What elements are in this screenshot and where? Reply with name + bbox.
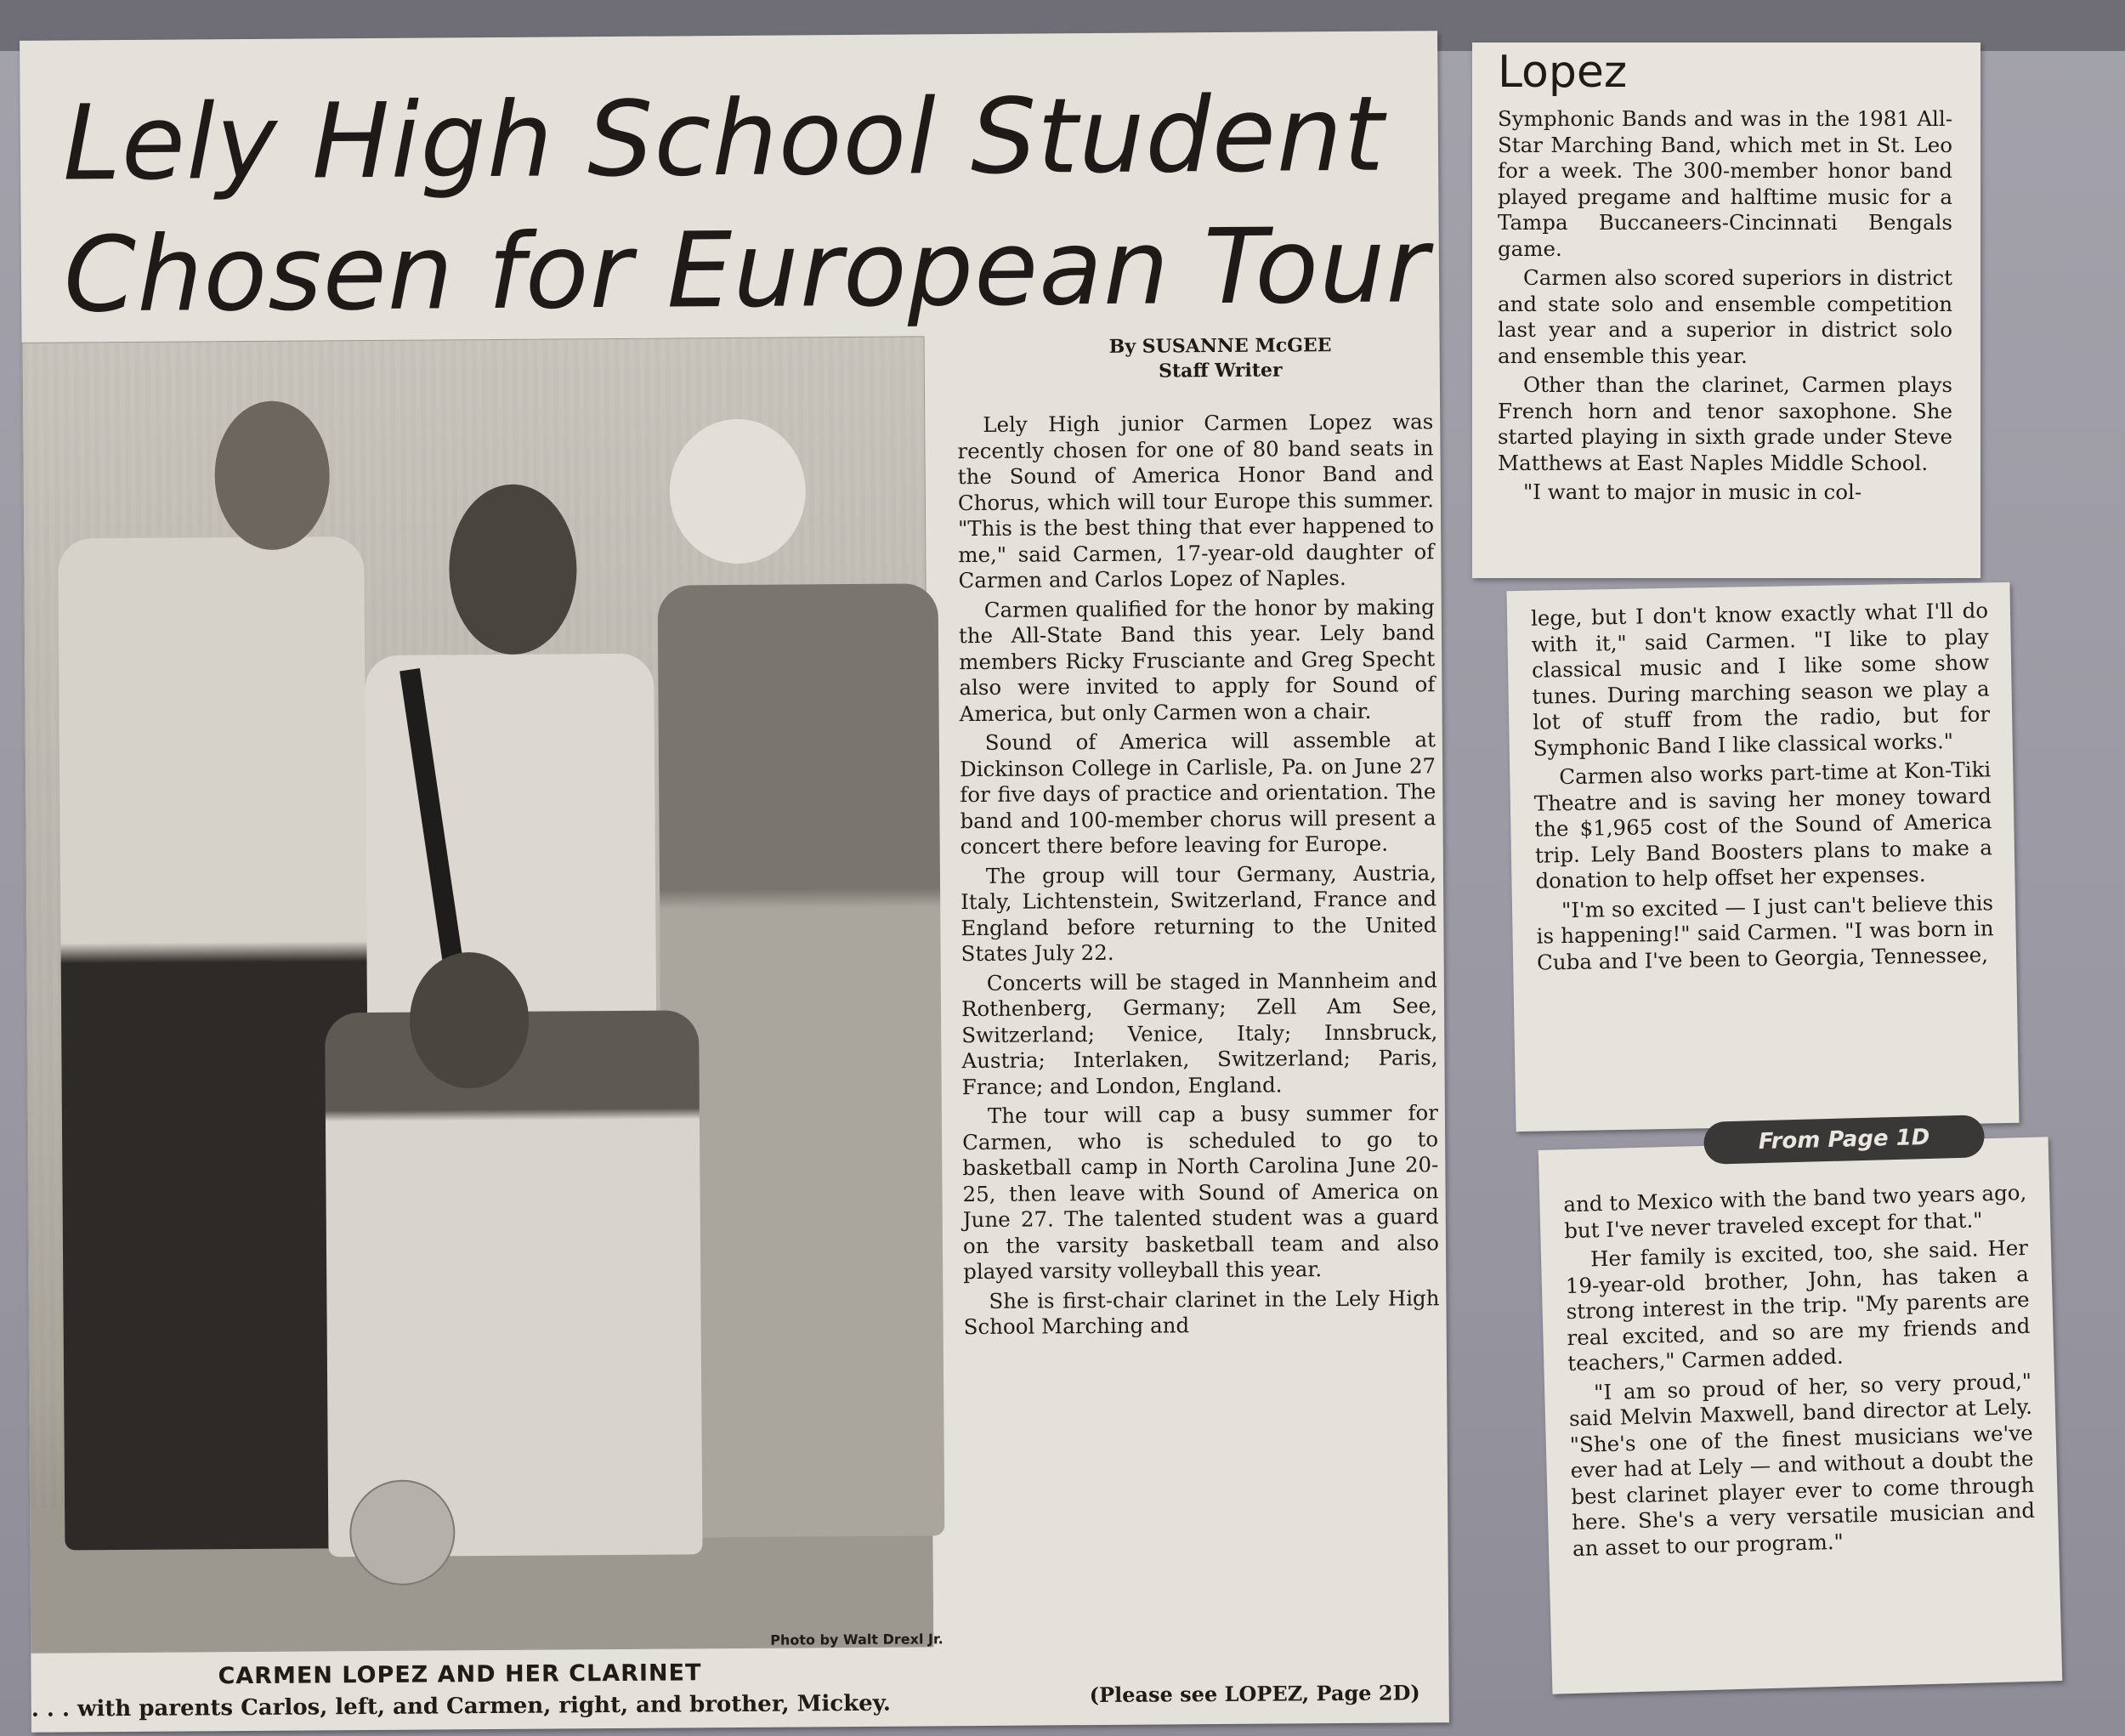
photo-brother — [325, 1010, 702, 1557]
continuation-paragraph: Carmen also scored superiors in district and state solo and ensemble competition last year and a superior in district solo and ensemble this year. — [1498, 265, 1952, 368]
byline — [1000, 332, 1442, 384]
from-page-tab: From Page 1D — [1703, 1115, 1985, 1165]
article-paragraph: Concerts will be staged in Mannheim and Rothenberg, Germany; Zell Am See, Switzerland; Venice, Italy; Innsbruck, Austria; Interlaken, Switzerland; Paris, France; and London, England. — [960, 967, 1438, 1099]
photo-caption-text: . . . with parents Carlos, left, and Carmen, right, and brother, Mickey. — [31, 1690, 892, 1722]
continuation-paragraph: "I'm so excited — I just can't believe this is happening!" said Carmen. "I was born in Cuba and I've been to Georgia, Tennessee, — [1536, 889, 1994, 975]
article-paragraph: Lely High junior Carmen Lopez was recently chosen for one of 80 band seats in the Sound of America Honor Band and Chorus, which will tour Europe this summer. "This is the best thing that ever happened to me," said Carmen, 17-year-old daughter of Carmen and Carlos Lopez of Naples. — [957, 409, 1435, 593]
photo-credit: Photo by Walt Drexl Jr. — [770, 1631, 944, 1648]
byline-role: Staff Writer — [1158, 359, 1283, 383]
photo-brother-head — [410, 952, 530, 1089]
photo-father-head — [214, 400, 330, 550]
continuation-column-1 — [1498, 106, 1952, 506]
photo-carmen-head — [449, 484, 577, 655]
continuation-paragraph: "I am so proud of her, so very proud," said Melvin Maxwell, band director at Lely. "She's one of the finest musicians we've ever had at Lely — and without a doubt the best clarinet player ever to come through here. She's a very versatile musician and an asset to our program." — [1568, 1368, 2036, 1561]
article-paragraph: The group will tour Germany, Austria, Italy, Lichtenstein, Switzerland, France and England before returning to the United States July 22. — [960, 859, 1437, 967]
see-more-note: (Please see LOPEZ, Page 2D) — [1089, 1680, 1420, 1708]
continuation-clipping-3 — [1538, 1124, 2063, 1693]
continuation-head: Lopez — [1498, 47, 1628, 98]
continuation-paragraph: "I want to major in music in col- — [1523, 479, 1862, 504]
continuation-paragraph: lege, but I don't know exactly what I'll do with it," said Carmen. "I like to play classical music and I like some show tunes. During marching season we play a lot of stuff from the radio, but for Symphonic Band I like classical works." — [1530, 598, 1991, 761]
headline-line-2: Chosen for European Tour — [63, 205, 1431, 336]
continuation-paragraph: Carmen also works part-time at Kon-Tiki Theatre and is saving her money toward the $1,965 cost of the Sound of America trip. Lely Band Boosters plans to make a donation to help offset her expenses. — [1533, 757, 1993, 894]
article-column — [957, 409, 1440, 1340]
photo-mother-head — [669, 418, 806, 564]
continuation-clipping-2 — [1506, 582, 2019, 1132]
headline-line-1: Lely High School Student — [62, 73, 1386, 204]
photo-father — [58, 536, 371, 1550]
continuation-clipping-1 — [1472, 43, 1980, 578]
continuation-paragraph: Symphonic Bands and was in the 1981 All-Star Marching Band, which met in St. Leo for a week. The 300-member honor band played pregame and halftime music for a Tampa Buccaneers-Cincinnati Bengals game. — [1498, 106, 1952, 261]
continuation-paragraph: and to Mexico with the band two years ago, but I've never traveled except for that." — [1563, 1179, 2027, 1243]
continuation-column-2 — [1531, 598, 1995, 975]
article-paragraph: The tour will cap a busy summer for Carmen, who is scheduled to go to basketball camp in North Carolina June 20-25, then leave with Sound of America on June 27. The talented student was a guard on the varsity basketball team and also played varsity volleyball this year. — [962, 1100, 1440, 1285]
article-paragraph: Sound of America will assemble at Dickinson College in Carlisle, Pa. on June 27 for five days of practice and orientation. The band and 100-member chorus will present a concert there before leaving for Europe. — [959, 727, 1436, 859]
article-paragraph: Carmen qualified for the honor by making the All-State Band this year. Lely band members Ricky Frusciante and Greg Specht also were invited to apply for Sound of America, but only Carmen won a chair. — [958, 593, 1436, 726]
continuation-paragraph: Other than the clarinet, Carmen plays French horn and tenor saxophone. She started playing in sixth grade under Steve Matthews at East Naples Middle School. — [1498, 372, 1952, 475]
continuation-column-3 — [1563, 1180, 2036, 1562]
byline-author: By SUSANNE McGEE — [1108, 334, 1332, 358]
photo-caption-title: CARMEN LOPEZ AND HER CLARINET — [218, 1659, 702, 1690]
photo-ball — [349, 1479, 456, 1586]
main-clipping — [20, 31, 1449, 1733]
continuation-paragraph: Her family is excited, too, she said. Her 19-year-old brother, John, has taken a strong interest in the trip. "My parents are real excited, and so are my friends and teachers," Carmen added. — [1565, 1234, 2031, 1376]
family-photo — [22, 336, 934, 1653]
article-paragraph: She is first-chair clarinet in the Lely High School Marching and — [963, 1285, 1440, 1340]
